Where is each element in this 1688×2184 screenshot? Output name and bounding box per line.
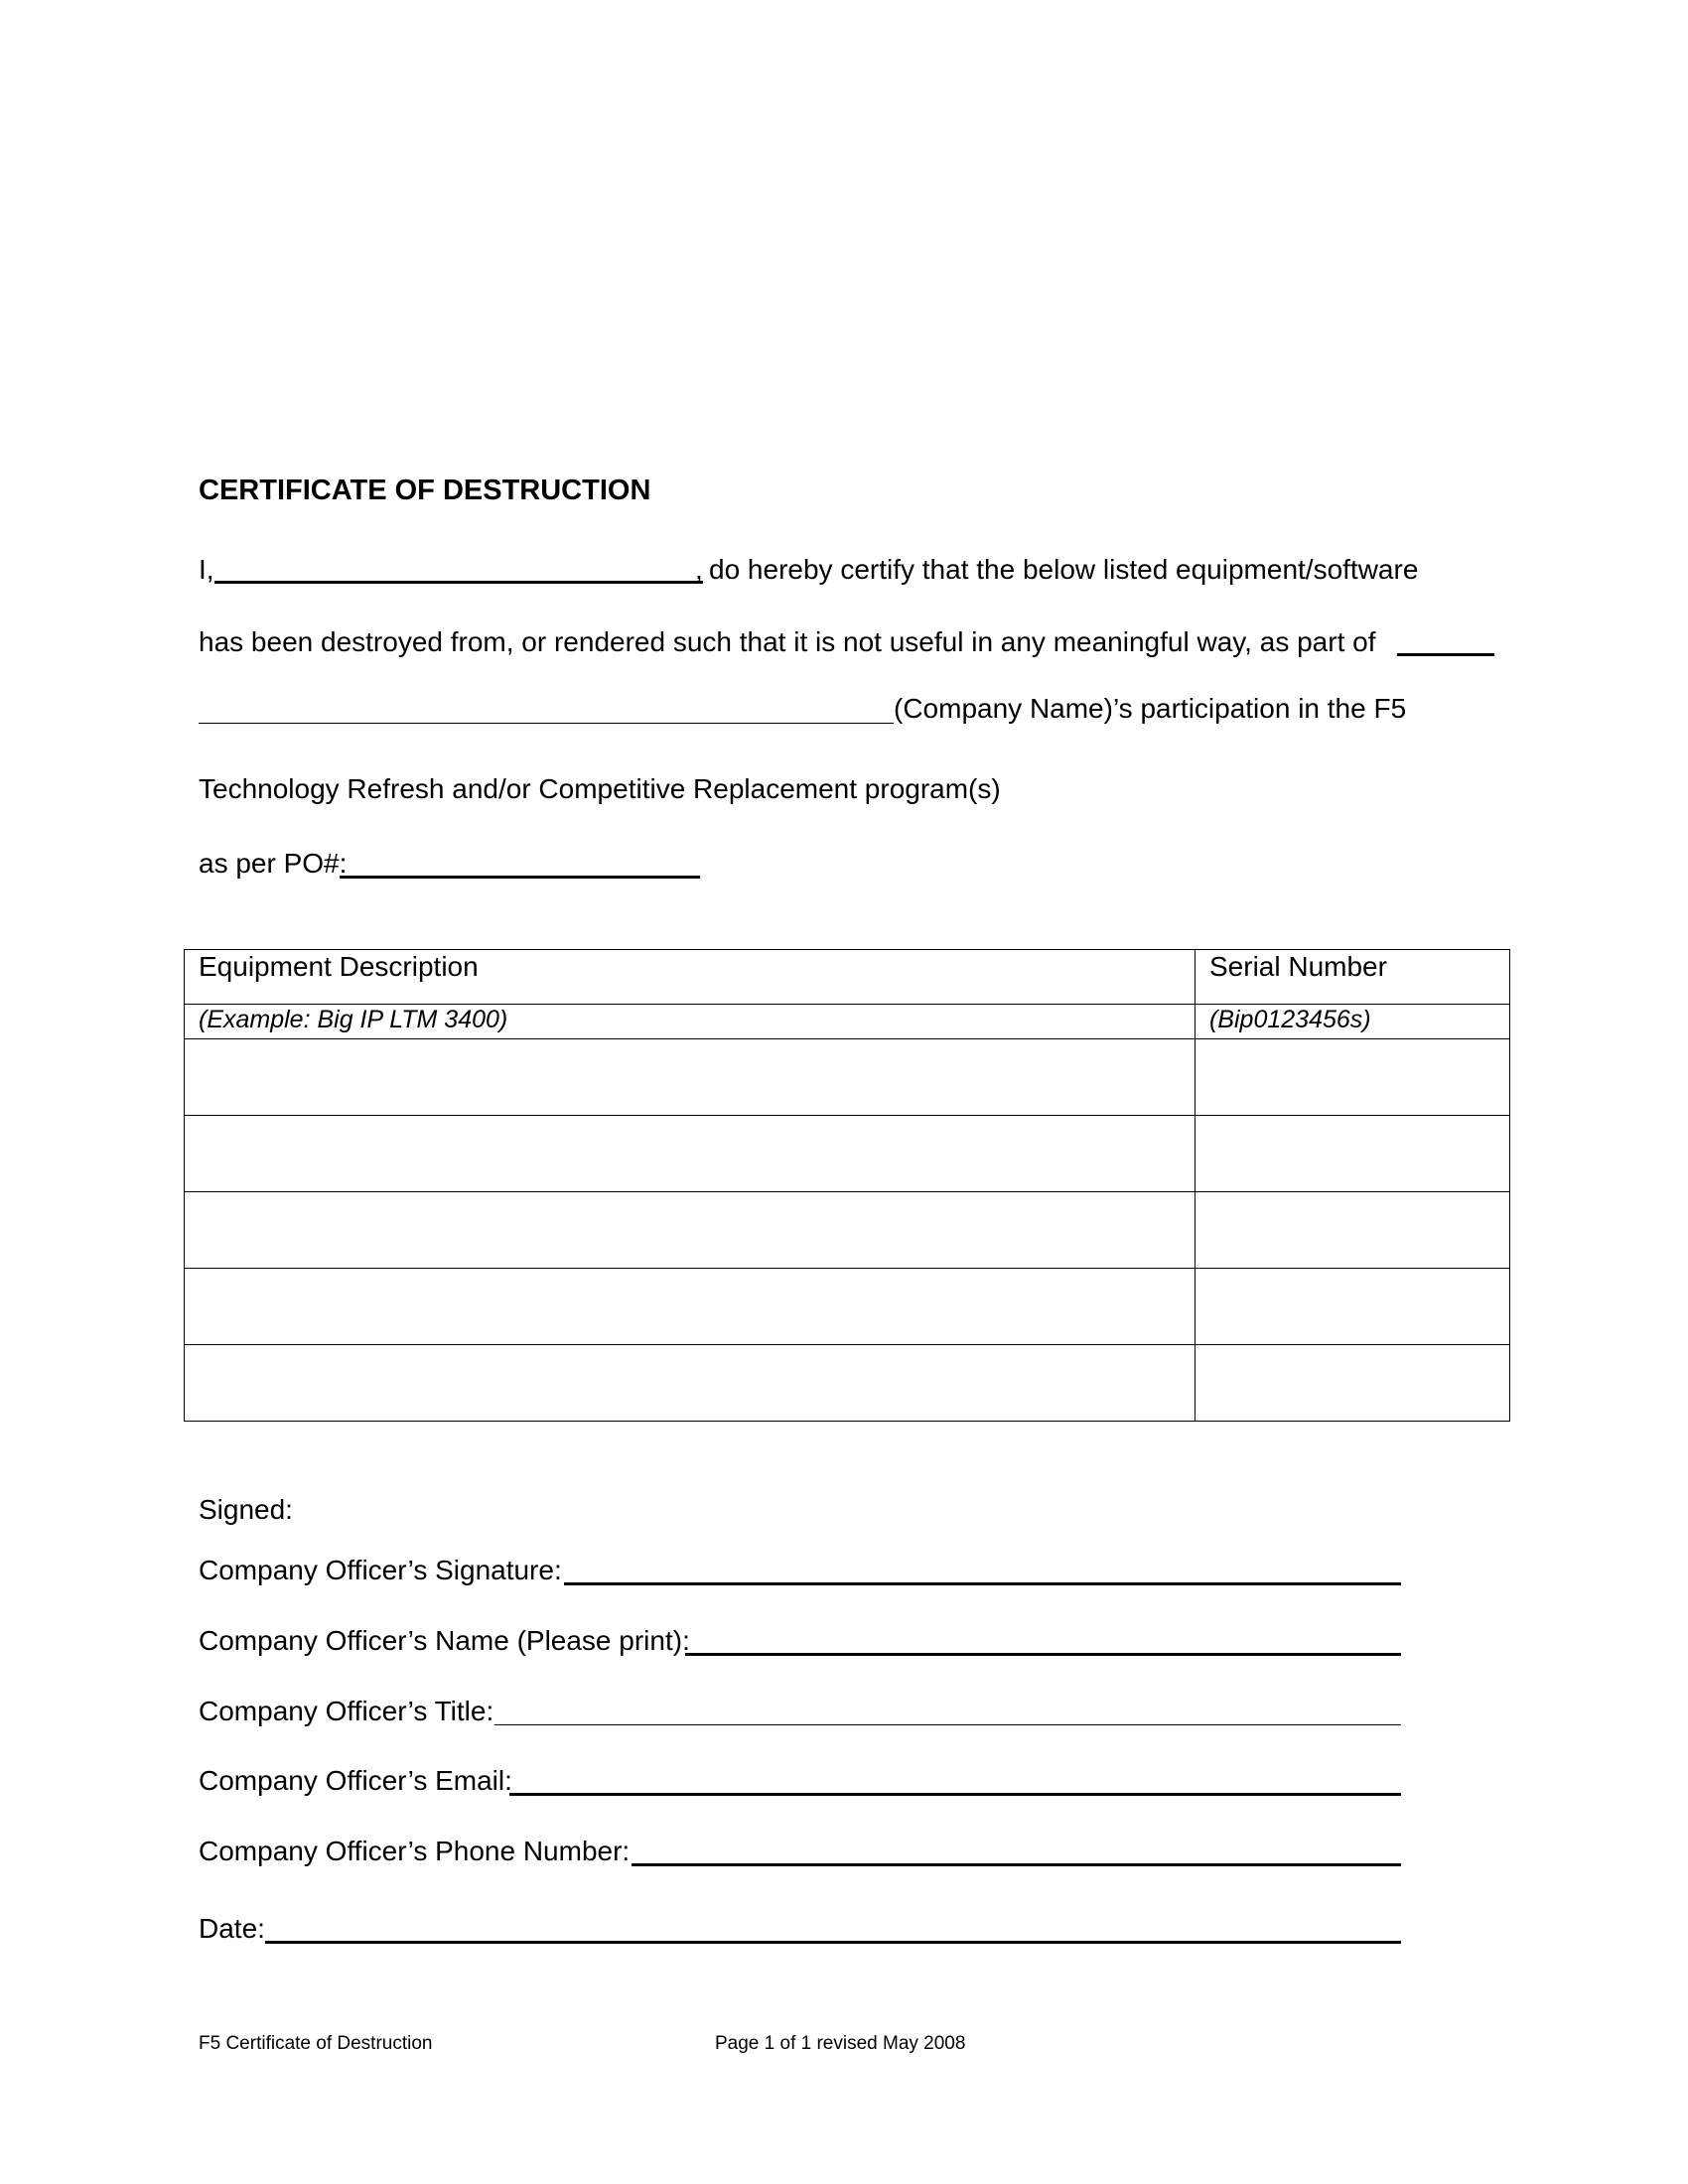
cert-comma: , xyxy=(695,554,703,585)
equipment-cell[interactable] xyxy=(185,1039,1196,1116)
example-serial: (Bip0123456s) xyxy=(1196,1005,1510,1039)
header-equipment-description: Equipment Description xyxy=(185,950,1196,1005)
cert-line4-text: Technology Refresh and/or Competitive Replacement program(s) xyxy=(199,773,1001,804)
table-row xyxy=(185,1345,1510,1422)
table-row xyxy=(185,1116,1510,1192)
company-name-blank[interactable] xyxy=(199,723,894,724)
officer-phone-blank[interactable] xyxy=(632,1863,1401,1866)
table-header-row xyxy=(185,950,1510,1005)
table-row xyxy=(185,1039,1510,1116)
document-title: CERTIFICATE OF DESTRUCTION xyxy=(199,475,651,506)
officer-name-label: Company Officer’s Name (Please print): xyxy=(199,1625,690,1656)
table-row xyxy=(185,1269,1510,1345)
equipment-cell[interactable] xyxy=(185,1345,1196,1422)
date-label: Date: xyxy=(199,1913,265,1944)
po-number-blank[interactable] xyxy=(340,876,700,879)
program-blank[interactable] xyxy=(1397,653,1494,656)
cert-prefix: I, xyxy=(199,554,214,585)
officer-email-label: Company Officer’s Email: xyxy=(199,1765,512,1796)
certifier-name-blank[interactable] xyxy=(214,581,703,584)
cert-line1-text: do hereby certify that the below listed equipment/software xyxy=(709,554,1419,585)
header-serial-number: Serial Number xyxy=(1196,950,1510,1005)
signature-label: Company Officer’s Signature: xyxy=(199,1555,562,1585)
serial-cell[interactable] xyxy=(1196,1345,1510,1422)
officer-email-blank[interactable] xyxy=(509,1793,1401,1796)
signed-label: Signed: xyxy=(199,1494,293,1525)
footer-page-info: Page 1 of 1 revised May 2008 xyxy=(715,2033,966,2054)
serial-cell[interactable] xyxy=(1196,1269,1510,1345)
equipment-cell[interactable] xyxy=(185,1269,1196,1345)
equipment-table xyxy=(184,949,1510,1422)
officer-phone-label: Company Officer’s Phone Number: xyxy=(199,1836,631,1866)
example-equipment: (Example: Big IP LTM 3400) xyxy=(185,1005,1196,1039)
officer-name-blank[interactable] xyxy=(685,1653,1401,1656)
footer-left: F5 Certificate of Destruction xyxy=(199,2033,433,2054)
table-example-row xyxy=(185,1005,1510,1039)
serial-cell[interactable] xyxy=(1196,1039,1510,1116)
table-row xyxy=(185,1192,1510,1269)
po-label: as per PO#: xyxy=(199,848,348,879)
equipment-cell[interactable] xyxy=(185,1116,1196,1192)
serial-cell[interactable] xyxy=(1196,1116,1510,1192)
officer-title-label: Company Officer’s Title: xyxy=(199,1696,494,1726)
cert-line3-text: (Company Name)’s participation in the F5 xyxy=(894,693,1407,724)
signature-blank[interactable] xyxy=(564,1582,1401,1585)
equipment-cell[interactable] xyxy=(185,1192,1196,1269)
date-blank[interactable] xyxy=(265,1941,1401,1944)
officer-title-blank[interactable] xyxy=(494,1724,1401,1725)
cert-line2-text: has been destroyed from, or rendered such that it is not useful in any meaningful way, as part of xyxy=(199,626,1376,657)
serial-cell[interactable] xyxy=(1196,1192,1510,1269)
